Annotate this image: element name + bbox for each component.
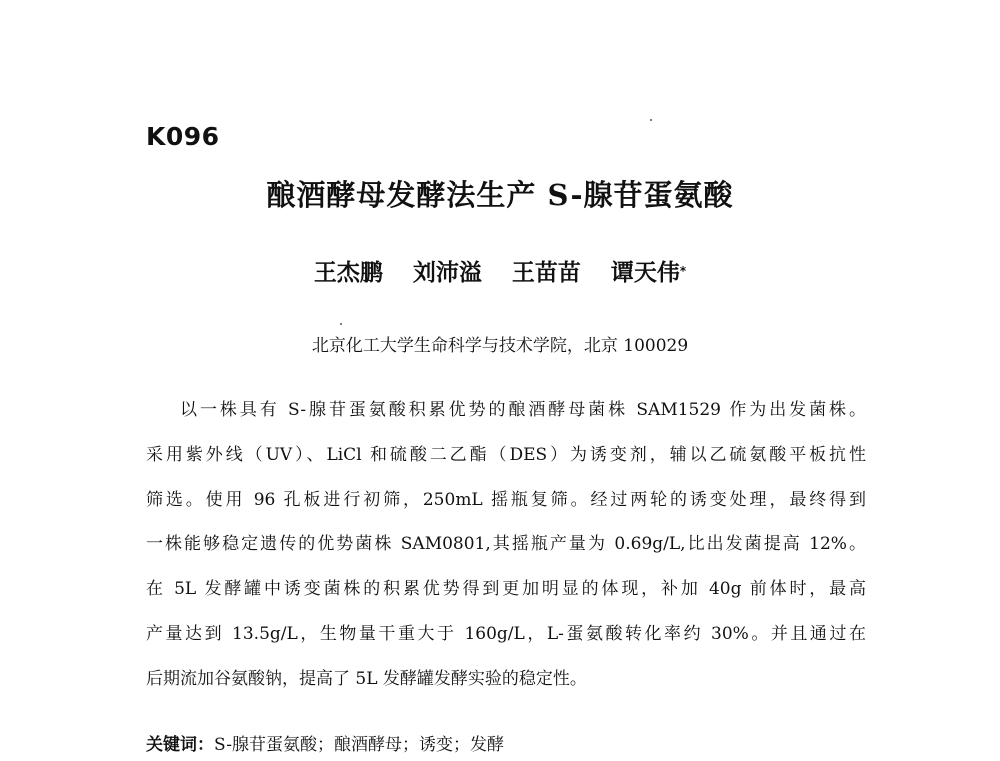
author-1-name: 王杰鹏 xyxy=(313,260,383,286)
keywords-text: S-腺苷蛋氨酸；酿酒酵母；诱变；发酵 xyxy=(214,735,505,755)
abstract-line-3: 筛选。使用 96 孔板进行初筛，250mL 摇瓶复筛。经过两轮的诱变处理，最终得到 xyxy=(146,489,866,510)
corresponding-author-mark: * xyxy=(679,264,687,278)
paper-title: 酿酒酵母发酵法生产 S-腺苷蛋氨酸 xyxy=(266,178,734,212)
author-list xyxy=(0,255,1000,291)
keywords-label: 关键词： xyxy=(146,735,214,755)
abstract-line-1: 以一株具有 S-腺苷蛋氨酸积累优势的酿酒酵母菌株 SAM1529 作为出发菌株。 xyxy=(180,400,866,420)
scan-speck xyxy=(340,323,342,325)
author-4-name: 谭天伟 xyxy=(610,260,680,286)
paper-code: K096 xyxy=(146,122,220,151)
author-1 xyxy=(314,255,383,291)
abstract-line-5: 在 5L 发酵罐中诱变菌株的积累优势得到更加明显的体现，补加 40g 前体时，最高 xyxy=(146,579,866,600)
abstract-line-4: 一株能够稳定遗传的优势菌株 SAM0801,其摇瓶产量为 0.69g/L,比出发菌提高 12%。 xyxy=(146,534,866,555)
author-affiliation: 北京化工大学生命科学与技术学院，北京 100029 xyxy=(311,336,689,356)
author-3 xyxy=(512,255,581,291)
author-2-name: 刘沛溢 xyxy=(412,260,482,286)
abstract-line-7: 后期流加谷氨酸钠，提高了 5L 发酵罐发酵实验的稳定性。 xyxy=(146,668,587,689)
abstract-line-2: 采用紫外线（UV）、LiCl 和硫酸二乙酯（DES）为诱变剂，辅以乙硫氨酸平板抗性 xyxy=(146,444,866,465)
author-2 xyxy=(413,255,482,291)
author-3-name: 王苗苗 xyxy=(511,260,581,286)
author-4 xyxy=(611,255,686,291)
abstract-paragraph xyxy=(146,388,866,702)
keywords-line xyxy=(146,731,504,759)
abstract-line-6: 产量达到 13.5g/L，生物量干重大于 160g/L，L-蛋氨酸转化率约 30%。并且通过在 xyxy=(146,623,866,644)
scan-speck xyxy=(650,119,652,121)
